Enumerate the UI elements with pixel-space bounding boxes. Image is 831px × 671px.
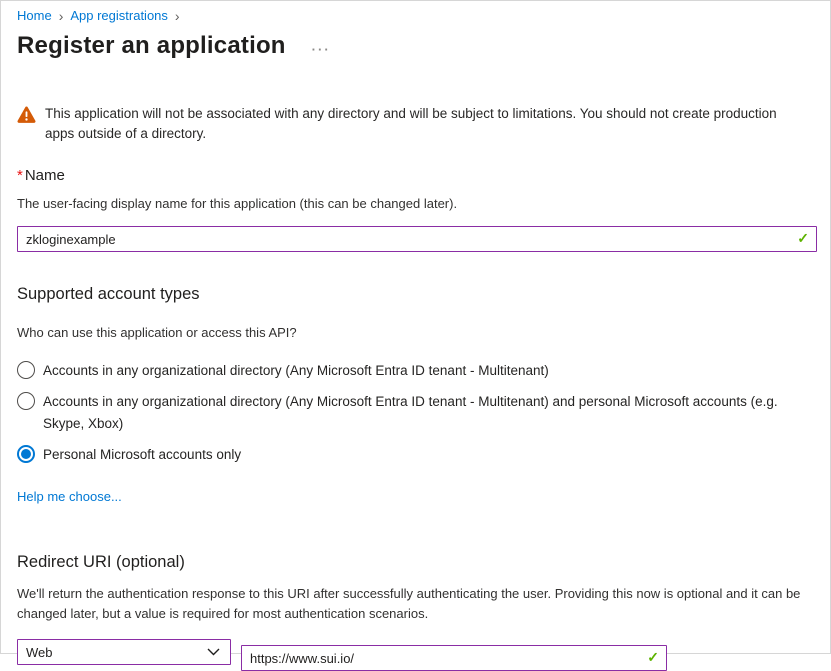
platform-select[interactable] [17, 639, 231, 665]
breadcrumb [17, 8, 815, 23]
supported-account-types-heading: Supported account types [17, 285, 200, 303]
radio-option-label: Accounts in any organizational directory (Any Microsoft Entra ID tenant - Multitenant) and personal Microsoft accounts (e.g. Skype, Xbox) [43, 394, 778, 431]
redirect-uri-description: We'll return the authentication response to this URI after successfully authenticating the user. Providing this now is optional and it can be changed later, but a value is required for most authentication scenarios. [17, 586, 801, 621]
redirect-uri-input[interactable] [241, 645, 667, 671]
title-row [17, 32, 815, 60]
radio-option-personal-only[interactable] [17, 444, 815, 466]
radio-option-label: Personal Microsoft accounts only [43, 447, 242, 462]
name-input-container [17, 226, 817, 252]
account-types-question: Who can use this application or access this API? [17, 325, 297, 340]
more-options-button[interactable]: ··· [311, 41, 331, 57]
name-description: The user-facing display name for this application (this can be changed later). [17, 196, 458, 211]
chevron-right-icon: › [58, 7, 64, 24]
help-me-choose-link[interactable]: Help me choose... [17, 489, 122, 504]
radio-circle-icon [17, 361, 35, 379]
platform-select-value: Web [26, 644, 53, 660]
radio-circle-icon [17, 445, 35, 463]
warning-triangle-icon [17, 106, 36, 123]
redirect-uri-heading: Redirect URI (optional) [17, 553, 185, 571]
required-asterisk: * [17, 167, 23, 184]
breadcrumb-link-app-registrations[interactable]: App registrations [70, 8, 168, 23]
uri-valid-checkmark-icon: ✓ [647, 648, 659, 665]
breadcrumb-link-home[interactable]: Home [17, 8, 52, 23]
page-title: Register an application [17, 32, 286, 59]
redirect-uri-row [17, 633, 815, 671]
warning-banner [17, 104, 815, 144]
warning-text: This application will not be associated with any directory and will be subject to limitations. You should not create production apps outside of a directory. [45, 106, 777, 141]
radio-option-multitenant[interactable] [17, 360, 815, 382]
redirect-uri-input-container [241, 645, 667, 671]
radio-option-label: Accounts in any organizational directory (Any Microsoft Entra ID tenant - Multitenant) [43, 363, 549, 378]
name-valid-checkmark-icon: ✓ [797, 229, 809, 246]
chevron-down-icon [207, 648, 220, 656]
account-types-radio-group [17, 360, 815, 466]
radio-option-multitenant-personal[interactable] [17, 391, 815, 435]
radio-circle-icon [17, 392, 35, 410]
chevron-right-icon: › [174, 7, 180, 24]
name-label: * Name [17, 167, 65, 184]
name-input[interactable] [17, 226, 817, 252]
